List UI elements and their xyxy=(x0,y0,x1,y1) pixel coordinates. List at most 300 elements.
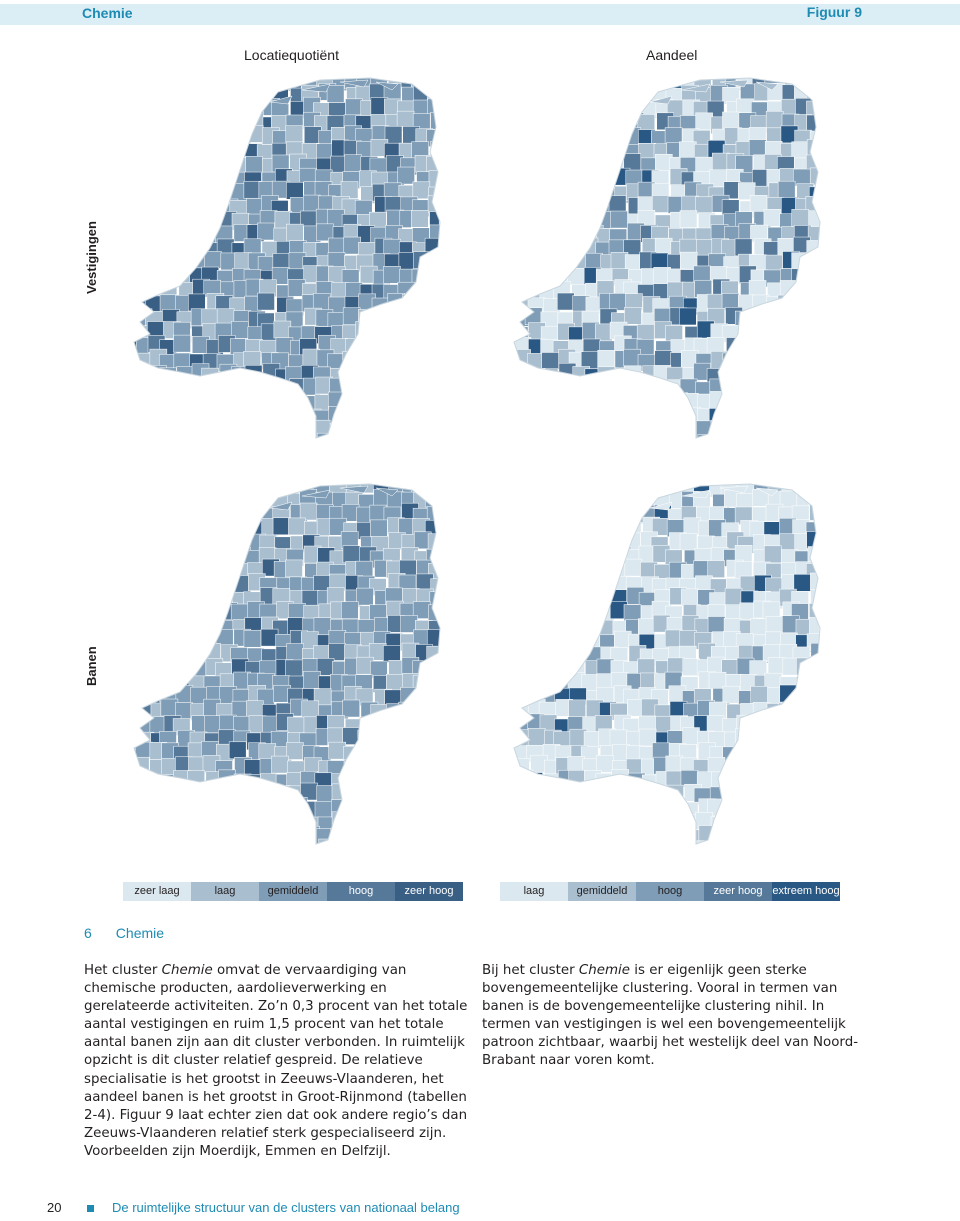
municipality-region xyxy=(638,619,655,636)
municipality-region xyxy=(797,490,814,507)
municipality-region xyxy=(457,731,460,748)
municipality-region xyxy=(455,830,460,847)
municipality-region xyxy=(626,85,643,102)
municipality-region xyxy=(838,686,840,703)
municipality-region xyxy=(189,406,206,423)
municipality-region xyxy=(388,813,405,830)
municipality-region xyxy=(838,200,840,217)
municipality-region xyxy=(162,253,179,270)
municipality-region xyxy=(836,816,840,833)
municipality-region xyxy=(526,533,543,550)
municipality-region xyxy=(120,534,137,551)
municipality-region xyxy=(120,438,136,442)
municipality-region xyxy=(427,630,444,647)
municipality-region xyxy=(347,816,364,833)
municipality-region xyxy=(176,142,193,159)
municipality-region xyxy=(585,536,602,553)
municipality-region xyxy=(430,141,447,158)
municipality-region xyxy=(500,689,515,706)
municipality-region xyxy=(204,503,221,520)
municipality-region xyxy=(764,313,781,330)
municipality-region xyxy=(598,548,615,565)
municipality-region xyxy=(823,297,840,314)
municipality-region xyxy=(188,506,205,523)
municipality-region xyxy=(530,519,547,536)
municipality-region xyxy=(501,116,518,133)
municipality-region xyxy=(384,802,401,819)
municipality-region xyxy=(300,801,317,818)
municipality-region xyxy=(809,335,826,352)
municipality-region xyxy=(120,89,136,106)
municipality-region xyxy=(529,604,546,621)
municipality-region xyxy=(821,281,838,298)
section-heading xyxy=(84,925,188,941)
municipality-region xyxy=(544,199,561,216)
municipality-region xyxy=(530,616,547,633)
municipality-region xyxy=(122,705,139,722)
municipality-region xyxy=(528,215,545,232)
municipality-region xyxy=(768,840,785,848)
municipality-region xyxy=(371,760,388,777)
municipality-region xyxy=(189,550,206,567)
municipality-region xyxy=(444,714,460,731)
municipality-region xyxy=(455,617,460,634)
municipality-region xyxy=(151,845,168,848)
municipality-region xyxy=(206,521,223,538)
municipality-region xyxy=(243,98,260,115)
municipality-region xyxy=(657,396,674,413)
municipality-region xyxy=(221,116,238,133)
municipality-region xyxy=(528,73,545,90)
municipality-region xyxy=(188,647,205,664)
municipality-region xyxy=(147,575,164,592)
municipality-region xyxy=(136,142,153,159)
municipality-region xyxy=(569,99,586,116)
municipality-region xyxy=(805,421,822,438)
municipality-region xyxy=(151,479,168,496)
municipality-region xyxy=(839,339,840,356)
municipality-region xyxy=(313,293,330,310)
municipality-region xyxy=(443,322,460,339)
municipality-region xyxy=(823,812,840,829)
municipality-region xyxy=(583,504,600,521)
municipality-region xyxy=(613,842,630,848)
municipality-region xyxy=(262,481,279,498)
municipality-region xyxy=(819,255,836,272)
municipality-region xyxy=(342,366,359,383)
municipality-region xyxy=(388,382,405,399)
municipality-region xyxy=(120,755,135,772)
municipality-region xyxy=(500,743,516,760)
municipality-region xyxy=(766,802,783,819)
municipality-region xyxy=(501,394,518,411)
municipality-region xyxy=(370,308,387,325)
municipality-region xyxy=(611,425,628,442)
municipality-region xyxy=(411,714,428,731)
municipality-region xyxy=(454,224,460,241)
municipality-region xyxy=(373,435,390,442)
municipality-region xyxy=(120,605,135,622)
municipality-region xyxy=(389,747,406,764)
municipality-region xyxy=(838,181,840,198)
municipality-region xyxy=(528,98,545,115)
municipality-region xyxy=(807,139,824,156)
municipality-region xyxy=(402,841,419,848)
municipality-region xyxy=(640,434,657,442)
municipality-region xyxy=(315,801,332,818)
municipality-region xyxy=(782,774,799,791)
municipality-region xyxy=(810,801,827,818)
municipality-region xyxy=(263,396,280,413)
municipality-region xyxy=(120,675,136,692)
municipality-region xyxy=(175,591,192,608)
municipality-region xyxy=(823,714,840,731)
municipality-region xyxy=(411,840,428,848)
municipality-region xyxy=(427,368,444,385)
municipality-region xyxy=(781,784,798,801)
municipality-region xyxy=(600,113,617,130)
municipality-region xyxy=(164,607,181,624)
municipality-region xyxy=(175,549,192,566)
municipality-region xyxy=(159,239,176,256)
map-vestigingen-aandeel xyxy=(500,72,840,442)
municipality-region xyxy=(218,492,235,509)
municipality-region xyxy=(147,649,164,666)
municipality-region xyxy=(582,826,599,843)
municipality-region xyxy=(511,279,528,296)
municipality-region xyxy=(400,422,417,439)
municipality-region xyxy=(752,714,769,731)
municipality-region xyxy=(273,827,290,844)
municipality-region xyxy=(584,478,601,493)
municipality-region xyxy=(179,562,196,579)
municipality-region xyxy=(120,829,135,846)
municipality-region xyxy=(822,307,839,324)
municipality-region xyxy=(823,336,840,353)
municipality-region xyxy=(838,478,840,494)
municipality-region xyxy=(515,535,532,552)
municipality-region xyxy=(191,172,208,189)
municipality-region xyxy=(444,574,460,591)
municipality-region xyxy=(638,410,655,427)
municipality-region xyxy=(430,254,447,271)
municipality-region xyxy=(160,200,177,217)
municipality-region xyxy=(558,125,575,142)
municipality-region xyxy=(763,383,780,400)
municipality-region xyxy=(529,223,546,240)
municipality-region xyxy=(149,168,166,185)
municipality-region xyxy=(698,434,715,442)
municipality-region xyxy=(821,112,838,129)
municipality-region xyxy=(836,435,840,442)
municipality-region xyxy=(347,770,364,787)
municipality-region xyxy=(441,395,458,412)
municipality-region xyxy=(585,562,602,579)
municipality-region xyxy=(135,87,152,104)
municipality-region xyxy=(822,573,839,590)
municipality-region xyxy=(740,322,757,339)
municipality-region xyxy=(599,437,616,442)
municipality-region xyxy=(528,829,545,846)
municipality-region xyxy=(302,438,319,442)
municipality-region xyxy=(358,393,375,410)
municipality-region xyxy=(190,630,207,647)
municipality-region xyxy=(285,839,302,848)
municipality-region xyxy=(655,433,672,442)
municipality-region xyxy=(501,382,518,399)
municipality-region xyxy=(286,742,303,759)
municipality-region xyxy=(541,99,558,116)
municipality-region xyxy=(517,800,534,817)
municipality-region xyxy=(553,394,570,411)
municipality-region xyxy=(177,227,194,244)
municipality-region xyxy=(400,337,417,354)
municipality-region xyxy=(679,308,696,325)
municipality-region xyxy=(132,578,149,595)
figure-number: Figuur 9 xyxy=(806,4,862,20)
municipality-region xyxy=(723,783,740,800)
municipality-region xyxy=(807,296,824,313)
municipality-region xyxy=(527,380,544,397)
municipality-region xyxy=(359,351,376,368)
municipality-region xyxy=(807,255,824,272)
municipality-region xyxy=(555,435,572,442)
municipality-region xyxy=(358,771,375,788)
municipality-region xyxy=(569,229,586,246)
municipality-region xyxy=(526,145,543,162)
municipality-region xyxy=(374,350,391,367)
municipality-region xyxy=(137,506,154,523)
municipality-region xyxy=(459,310,460,327)
municipality-region xyxy=(836,843,840,848)
municipality-region xyxy=(443,172,460,189)
municipality-region xyxy=(389,423,406,440)
municipality-region xyxy=(500,816,516,833)
municipality-region xyxy=(120,691,136,708)
municipality-region xyxy=(401,771,418,788)
municipality-region xyxy=(570,574,587,591)
municipality-region xyxy=(741,377,758,394)
row-label-banen: Banen xyxy=(84,646,99,686)
municipality-region xyxy=(234,437,251,442)
municipality-region xyxy=(145,391,162,408)
municipality-region xyxy=(792,391,809,408)
municipality-region xyxy=(570,169,587,186)
municipality-region xyxy=(260,381,277,398)
municipality-region xyxy=(638,815,655,832)
municipality-region xyxy=(122,172,139,189)
municipality-region xyxy=(738,410,755,427)
municipality-region xyxy=(120,494,137,511)
municipality-region xyxy=(836,74,840,91)
municipality-region xyxy=(512,618,529,635)
municipality-region xyxy=(192,87,209,104)
municipality-region xyxy=(247,783,264,800)
municipality-region xyxy=(695,197,712,214)
municipality-region xyxy=(751,830,768,847)
municipality-region xyxy=(176,685,193,702)
municipality-region xyxy=(805,266,822,283)
municipality-region xyxy=(425,490,442,507)
municipality-region xyxy=(287,831,304,848)
municipality-region xyxy=(207,144,224,161)
municipality-region xyxy=(341,378,358,395)
municipality-region xyxy=(819,619,836,636)
municipality-region xyxy=(806,715,823,732)
municipality-region xyxy=(722,811,739,828)
municipality-region xyxy=(262,843,279,848)
municipality-region xyxy=(233,531,250,548)
municipality-region xyxy=(160,646,177,663)
municipality-region xyxy=(641,382,658,399)
municipality-region xyxy=(797,378,814,395)
municipality-region xyxy=(440,256,457,273)
municipality-region xyxy=(809,307,826,324)
municipality-region xyxy=(723,424,740,441)
municipality-region xyxy=(668,424,685,441)
municipality-region xyxy=(514,257,531,274)
municipality-region xyxy=(137,606,154,623)
municipality-region xyxy=(230,405,247,422)
municipality-region xyxy=(824,648,840,665)
legend-locatiequotient xyxy=(123,882,463,901)
municipality-region xyxy=(123,816,140,833)
municipality-region xyxy=(429,326,446,343)
municipality-region xyxy=(808,435,825,442)
municipality-region xyxy=(642,844,659,848)
municipality-region xyxy=(528,368,545,385)
municipality-region xyxy=(711,420,728,437)
municipality-region xyxy=(357,784,374,801)
municipality-region xyxy=(439,520,456,537)
municipality-region xyxy=(683,728,700,745)
municipality-region xyxy=(205,198,222,215)
municipality-region xyxy=(500,533,517,550)
municipality-region xyxy=(344,760,361,777)
municipality-region xyxy=(147,587,164,604)
municipality-region xyxy=(751,310,768,327)
municipality-region xyxy=(305,844,322,848)
municipality-region xyxy=(429,269,446,286)
municipality-region xyxy=(415,798,432,815)
municipality-region xyxy=(807,532,824,549)
municipality-region xyxy=(122,101,139,118)
municipality-region xyxy=(737,392,754,409)
municipality-region xyxy=(123,238,140,255)
municipality-region xyxy=(528,728,545,745)
municipality-region xyxy=(584,435,601,442)
municipality-region xyxy=(670,801,687,818)
municipality-region xyxy=(623,73,640,90)
municipality-region xyxy=(500,478,516,492)
text-segment: Chemie xyxy=(161,963,213,978)
municipality-region xyxy=(806,703,823,720)
municipality-region xyxy=(820,226,837,243)
municipality-region xyxy=(741,364,758,381)
municipality-region xyxy=(640,828,657,845)
municipality-region xyxy=(343,786,360,803)
municipality-region xyxy=(273,785,290,802)
municipality-region xyxy=(374,395,391,412)
municipality-region xyxy=(544,840,561,848)
municipality-region xyxy=(358,368,375,385)
municipality-region xyxy=(159,589,176,606)
legend-item: gemiddeld xyxy=(259,882,327,901)
municipality-region xyxy=(133,410,150,427)
municipality-region xyxy=(285,393,302,410)
municipality-region xyxy=(149,604,166,621)
municipality-region xyxy=(806,747,823,764)
municipality-region xyxy=(234,128,251,145)
municipality-region xyxy=(766,717,783,734)
municipality-region xyxy=(539,519,556,536)
municipality-region xyxy=(559,590,576,607)
municipality-region xyxy=(583,574,600,591)
municipality-region xyxy=(587,183,604,200)
municipality-region xyxy=(568,828,585,845)
municipality-region xyxy=(217,380,234,397)
municipality-region xyxy=(834,423,840,440)
municipality-region xyxy=(428,787,445,804)
municipality-region xyxy=(134,420,151,437)
municipality-region xyxy=(792,253,809,270)
municipality-region xyxy=(388,718,405,735)
municipality-region xyxy=(413,182,430,199)
municipality-region xyxy=(609,532,626,549)
municipality-region xyxy=(174,97,191,114)
municipality-region xyxy=(624,816,641,833)
municipality-region xyxy=(413,772,430,789)
municipality-region xyxy=(234,774,251,791)
municipality-region xyxy=(553,478,570,493)
municipality-region xyxy=(526,843,543,848)
municipality-region xyxy=(402,788,419,805)
page-number: 20 xyxy=(47,1200,62,1215)
municipality-region xyxy=(777,747,794,764)
municipality-region xyxy=(177,396,194,413)
municipality-region xyxy=(444,433,460,442)
municipality-region xyxy=(500,619,515,636)
municipality-region xyxy=(329,742,346,759)
municipality-region xyxy=(397,308,414,325)
municipality-region xyxy=(809,393,826,410)
municipality-region xyxy=(276,842,293,848)
municipality-region xyxy=(147,111,164,128)
municipality-region xyxy=(457,434,460,442)
municipality-region xyxy=(556,243,573,260)
municipality-region xyxy=(624,434,641,442)
municipality-region xyxy=(217,825,234,842)
municipality-region xyxy=(585,116,602,133)
municipality-region xyxy=(569,700,586,717)
column-title-aandeel: Aandeel xyxy=(646,47,698,63)
municipality-region xyxy=(680,631,697,648)
municipality-region xyxy=(558,212,575,229)
municipality-region xyxy=(740,437,757,442)
municipality-region xyxy=(440,747,457,764)
municipality-region xyxy=(554,492,571,509)
municipality-region xyxy=(229,742,246,759)
municipality-region xyxy=(442,478,459,493)
municipality-region xyxy=(192,393,209,410)
municipality-region xyxy=(792,437,809,442)
municipality-region xyxy=(443,158,460,175)
municipality-region xyxy=(512,826,529,843)
municipality-region xyxy=(387,322,404,339)
municipality-region xyxy=(341,602,358,619)
municipality-region xyxy=(824,181,840,198)
municipality-region xyxy=(598,421,615,438)
